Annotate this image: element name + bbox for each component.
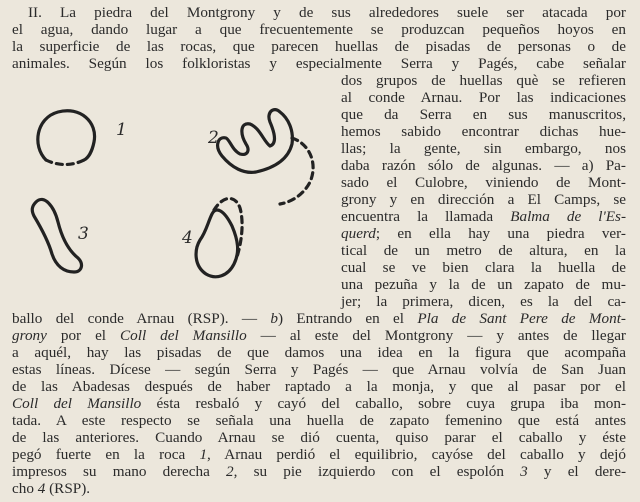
text-line: la superficie de las rocas, que parecen huellas de pisadas de personas o de <box>12 38 626 55</box>
text-line: de las anteriores. Cuando Arnau se dió cuenta, quiso parar el caballo y éste <box>12 429 626 446</box>
hoof-print-shape <box>38 111 95 160</box>
hand-print-dashed <box>280 138 313 204</box>
text-line: llas; la gente, sin embargo, nos <box>341 140 626 157</box>
text-line: pegó fuerte en la roca 1, Arnau perdió el equilibrio, cayóse del caballo y dejó <box>12 446 626 463</box>
left-foot-print-shape <box>32 199 81 272</box>
footprints-illustration <box>18 98 328 308</box>
hoof-print-dashed <box>46 160 84 165</box>
text-line: querd; en ella hay una piedra ver- <box>341 225 626 242</box>
text-line: cho 4 (RSP). <box>12 480 91 497</box>
text-line: encuentra la llamada Balma de l'Es- <box>341 208 626 225</box>
text-line: grony y en dirección a El Camps, se <box>341 191 626 208</box>
text-line: hemos sabido encontrar dichas hue- <box>341 123 626 140</box>
text-line: de las Abadesas después de haber raptado a la monja, y que al pasar por el <box>12 378 626 395</box>
text-line: dos grupos de huellas què se refieren <box>341 72 626 89</box>
text-line: ballo del conde Arnau (RSP). — b) Entrando en el Pla de Sant Pere de Mont- <box>12 310 626 327</box>
text-line: grony por el Coll del Mansillo — al este del Montgrony — y antes de llegar <box>12 327 626 344</box>
text-line: a aquél, hay las pisadas de que damos una idea en la figura que acompaña <box>12 344 626 361</box>
figure-label-4: 4 <box>182 228 193 248</box>
text-line: una pezuña y la de un zapato de mu- <box>341 276 626 293</box>
text-line: animales. Según los folkloristas y especialmente Serra y Pagés, cabe señalar <box>12 55 626 72</box>
figure-label-3: 3 <box>78 224 89 244</box>
shoe-print-shape <box>196 210 238 277</box>
text-line: impresos su mano derecha 2, su pie izquierdo con el espolón 3 y el dere- <box>12 463 627 480</box>
shoe-print-dashed <box>214 199 242 261</box>
text-line: Coll del Mansillo ésta resbaló y cayó del caballo, sobre cuya grupa iba mon- <box>12 395 626 412</box>
text-line: tada. A este respecto se señala una huella de zapato femenino que está antes <box>12 412 626 429</box>
text-line: daba razón sólo de algunas. — a) Pa- <box>341 157 626 174</box>
figure-label-1: 1 <box>116 120 127 140</box>
footprints-figure <box>18 98 328 308</box>
text-line: el agua, dando lugar a que frecuentemente se produzcan pequeños hoyos en <box>12 21 626 38</box>
figure-label-2: 2 <box>208 128 219 148</box>
text-line: jer; la primera, dicen, es la del ca- <box>341 293 626 310</box>
text-line: cual se ve bien clara la huella de <box>341 259 626 276</box>
text-line: que da Serra en sus manuscritos, <box>341 106 626 123</box>
text-line: II. La piedra del Montgrony y de sus alrededores suele ser atacada por <box>28 4 626 21</box>
text-line: tical de un metro de altura, en la <box>341 242 626 259</box>
hand-print-shape <box>218 110 293 173</box>
text-line: al conde Arnau. Por las indicaciones <box>341 89 626 106</box>
text-line: estas líneas. Dícese — según Serra y Pagés — que Arnau volvía de San Juan <box>12 361 626 378</box>
text-line: sado el Culobre, viniendo de Mont- <box>341 174 626 191</box>
